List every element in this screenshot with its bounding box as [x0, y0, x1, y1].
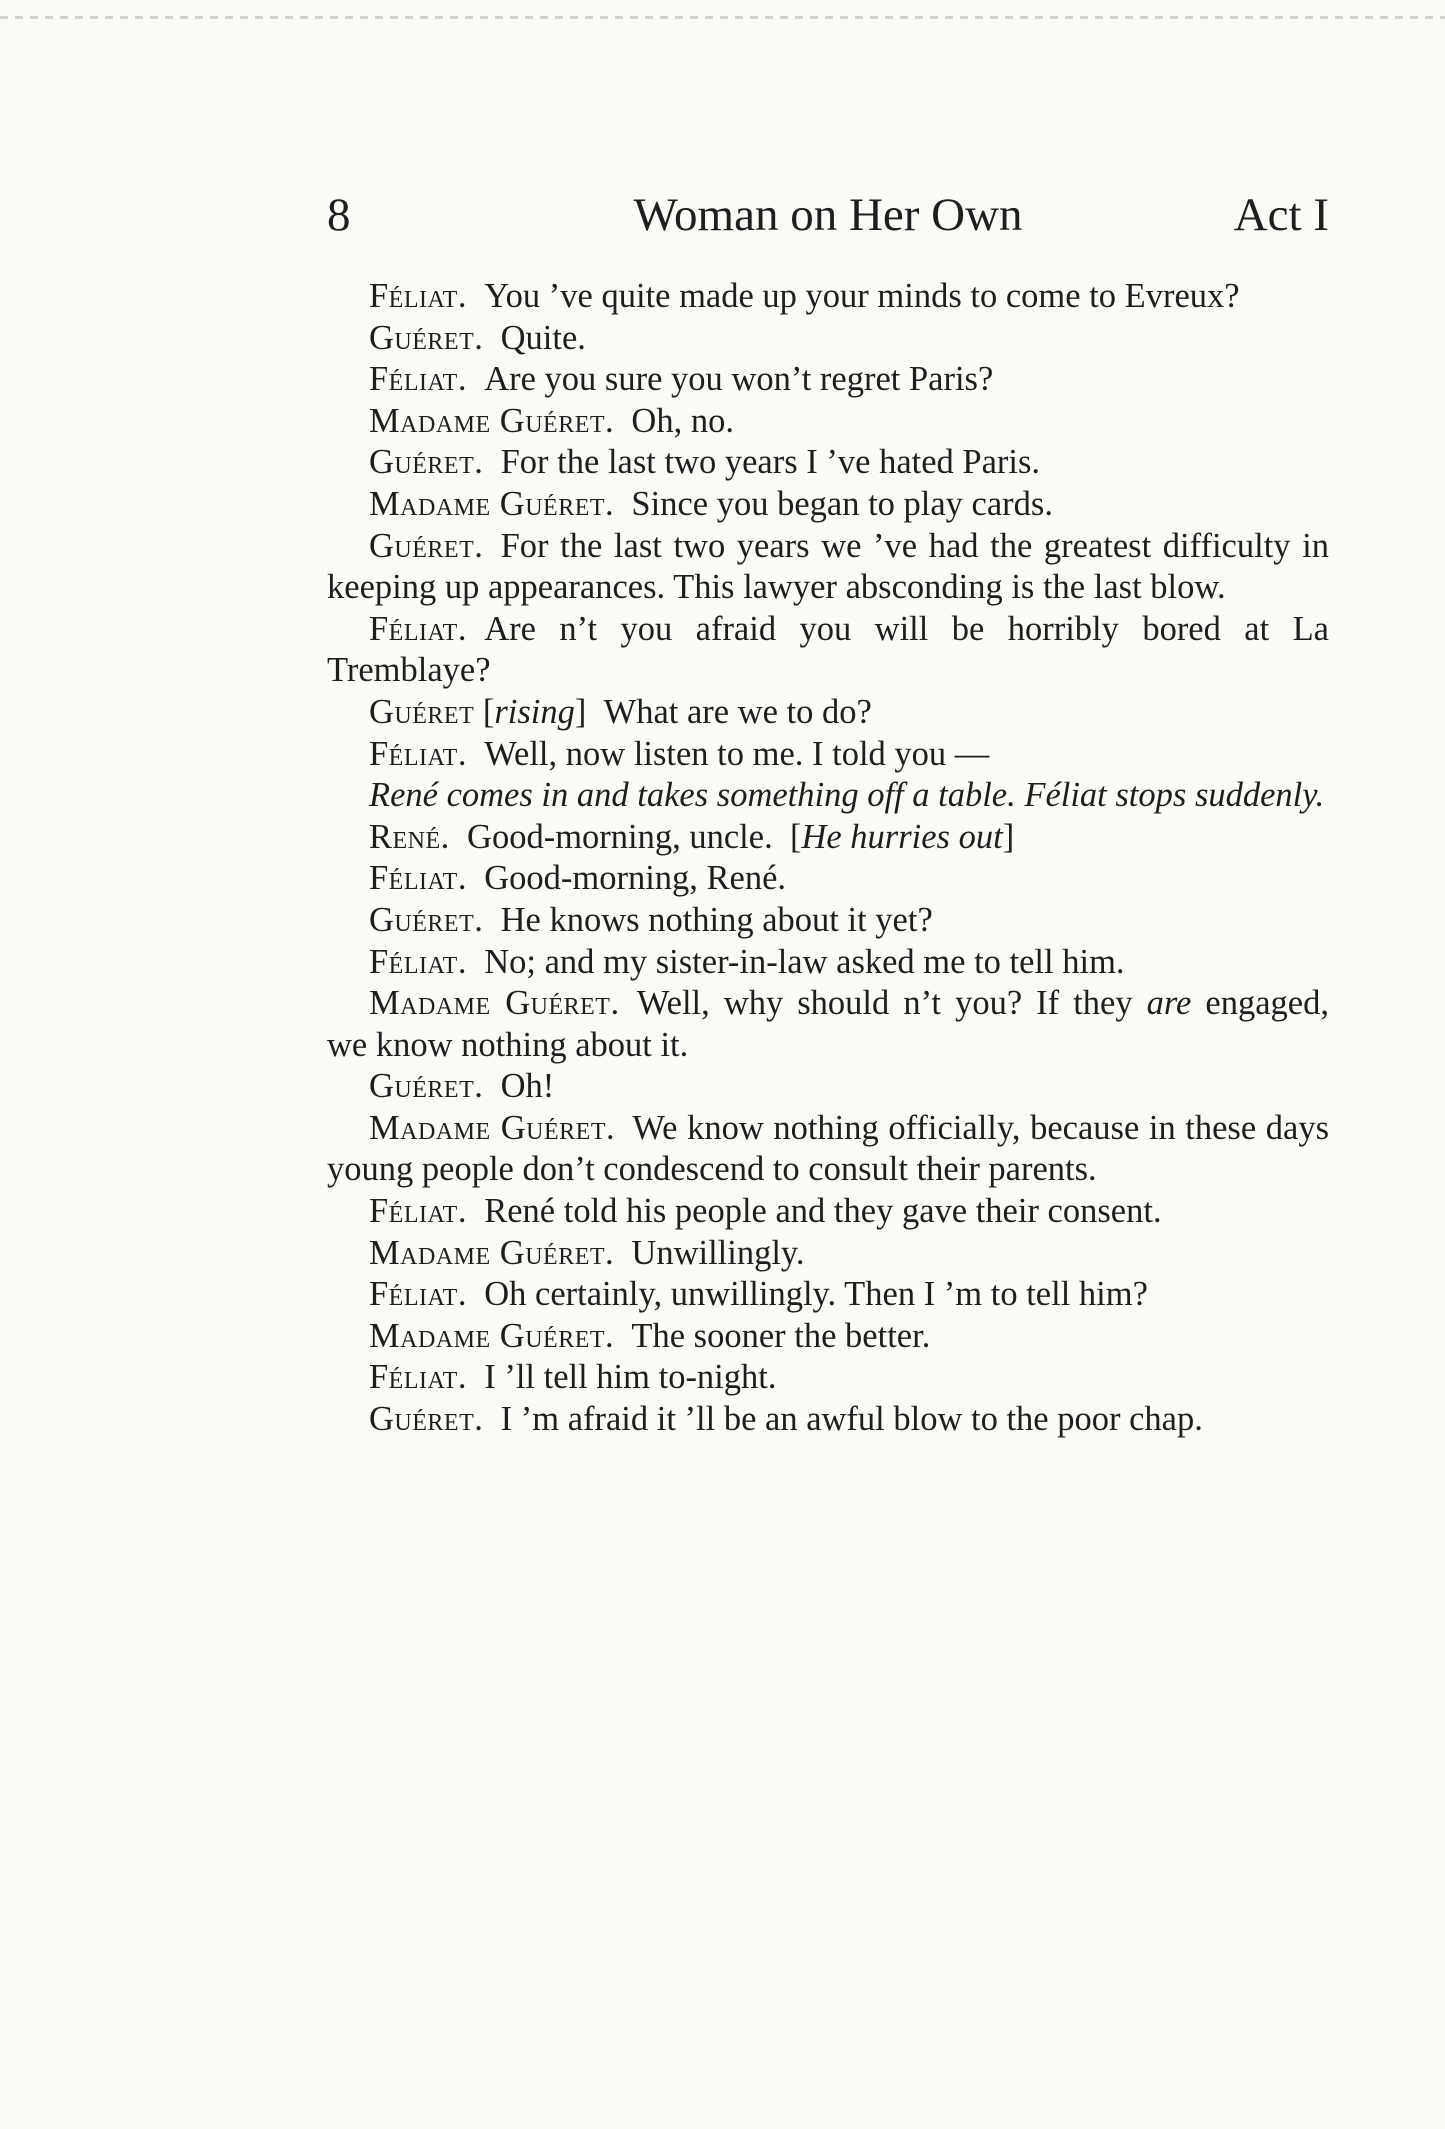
line-text: René told his people and they gave their consent.: [484, 1192, 1162, 1231]
line-text: Oh!: [500, 1067, 555, 1106]
speech-line: [327, 900, 1329, 942]
speaker-name: Féliat.: [369, 1358, 467, 1397]
stage-direction: He hurries out: [801, 817, 1003, 856]
speaker-name: Féliat.: [369, 859, 467, 898]
emphasis: are: [1146, 984, 1192, 1023]
speech-line: [327, 442, 1329, 484]
running-title: Woman on Her Own: [633, 189, 1023, 241]
stage-direction: rising: [494, 692, 575, 731]
speech-line: René. Good-morning, uncle. [He hurries out]: [369, 817, 1015, 856]
line-text-continued: engaged, we know nothing about it.: [327, 984, 1329, 1064]
line-text: For the last two years I ’ve hated Paris.: [500, 443, 1041, 482]
line-text: Good-morning, uncle.: [467, 817, 773, 856]
line-text: What are we to do?: [603, 692, 872, 731]
speaker-name: Guéret.: [369, 318, 484, 357]
line-text: We know nothing officially, because in these days young people don’t condescend to consult their parents.: [327, 1108, 1329, 1189]
line-text: I ’m afraid it ’ll be an awful blow to the poor chap.: [500, 1400, 1203, 1439]
line-text: Good-morning, René.: [484, 859, 787, 898]
speech-line: [327, 609, 1329, 692]
speech-line: [327, 1274, 1329, 1316]
line-text: Are n’t you afraid you will be horribly bored at La Tremblaye?: [327, 609, 1329, 690]
line-text: Quite.: [500, 318, 586, 357]
speaker-name: Guéret.: [369, 900, 484, 939]
speaker-name: Guéret: [369, 692, 475, 731]
play-text: [327, 276, 1329, 1441]
speech-line: [327, 1191, 1329, 1233]
line-text: No; and my sister-in-law asked me to tell him.: [484, 942, 1125, 981]
line-text: Are you sure you won’t regret Paris?: [484, 360, 994, 399]
speaker-name: Guéret.: [369, 1067, 484, 1106]
speaker-name: Madame Guéret.: [369, 984, 620, 1023]
line-text: Unwillingly.: [631, 1233, 805, 1272]
speaker-name: Madame Guéret.: [369, 1316, 615, 1355]
speech-line: [327, 734, 1329, 776]
line-text: The sooner the better.: [631, 1316, 931, 1355]
line-text: I ’ll tell him to-night.: [484, 1358, 777, 1397]
speech-line: [327, 1399, 1329, 1441]
speech-line: [327, 526, 1329, 609]
speech-line: [327, 1108, 1329, 1191]
scan-edge-mark: [0, 16, 1445, 19]
speech-line: [327, 359, 1329, 401]
speech-line: [327, 858, 1329, 900]
speaker-name: Féliat.: [369, 1192, 467, 1231]
speech-line: [327, 942, 1329, 984]
line-text: Well, now listen to me. I told you —: [484, 734, 990, 773]
line-text: Well, why should n’t you? If they: [636, 984, 1133, 1023]
speaker-name: Féliat.: [369, 360, 467, 399]
speaker-name: Madame Guéret.: [369, 1108, 616, 1147]
speaker-name: Féliat.: [369, 277, 467, 315]
speaker-name: Madame Guéret.: [369, 1233, 615, 1272]
speaker-name: Guéret.: [369, 526, 484, 565]
speech-line: [327, 1357, 1329, 1399]
speech-line: [327, 276, 1329, 318]
speaker-name: Madame Guéret.: [369, 484, 615, 523]
act-label: Act I: [1233, 189, 1329, 241]
speaker-name: Féliat.: [369, 609, 467, 648]
speaker-name: Féliat.: [369, 734, 467, 773]
speaker-name: Féliat.: [369, 942, 467, 981]
running-header: [327, 188, 1329, 248]
speaker-name: Guéret.: [369, 1400, 484, 1439]
speaker-name: Guéret.: [369, 443, 484, 482]
speech-line: Guéret [rising] What are we to do?: [369, 692, 872, 731]
speech-line: [327, 1316, 1329, 1358]
speech-line: [327, 484, 1329, 526]
speech-line: [327, 983, 1329, 1066]
speech-line: [327, 1066, 1329, 1108]
line-text: Oh certainly, unwillingly. Then I ’m to tell him?: [484, 1275, 1148, 1314]
speaker-name: René.: [369, 817, 450, 856]
speech-line: [327, 1233, 1329, 1275]
line-text: Oh, no.: [631, 401, 734, 440]
line-text: You ’ve quite made up your minds to come to Evreux?: [484, 277, 1240, 315]
speaker-name: Féliat.: [369, 1275, 467, 1314]
line-text: For the last two years we ’ve had the greatest difficulty in keeping up appearances. This lawyer absconding is the last blow.: [327, 526, 1329, 607]
stage-direction-paragraph: René comes in and takes something off a table. Féliat stops suddenly.: [369, 776, 1325, 815]
speaker-name: Madame Guéret.: [369, 401, 615, 440]
speech-line: [327, 318, 1329, 360]
speech-line: [327, 401, 1329, 443]
line-text: Since you began to play cards.: [631, 484, 1053, 523]
line-text: He knows nothing about it yet?: [500, 900, 933, 939]
page-number: 8: [327, 189, 351, 241]
